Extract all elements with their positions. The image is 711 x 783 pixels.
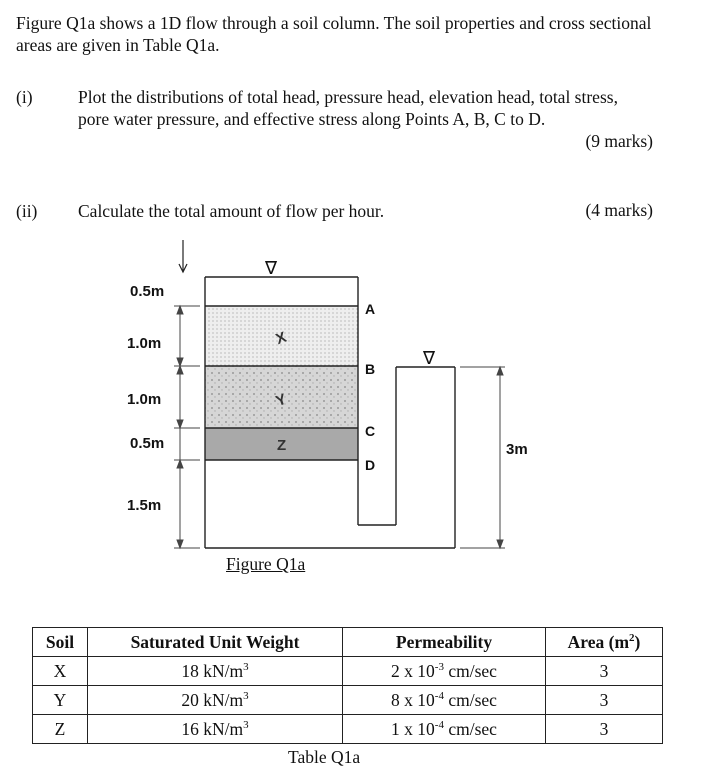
question-intro: Figure Q1a shows a 1D flow through a soil column. The soil properties and cross sectional areas are given in Table Q1a.	[16, 13, 652, 55]
cell-area: 3	[546, 657, 663, 686]
point-label-b: B	[365, 361, 376, 377]
dim-label-4: 1.5m	[127, 497, 162, 514]
right-dim-label: 3m	[506, 441, 528, 458]
dim-label-1: 1.0m	[127, 335, 162, 352]
cell-unit-weight: 16 $kN/m^3$	[88, 715, 343, 744]
cell-permeability: 8 x $10^{-4}$ cm/sec	[343, 686, 546, 715]
soil-properties-table	[32, 627, 663, 744]
cell-area: 3	[546, 686, 663, 715]
table-header-row	[33, 628, 663, 657]
cell-unit-weight: 20 $kN/m^3$	[88, 686, 343, 715]
point-label-c: C	[365, 423, 376, 439]
right-dimension-line	[460, 367, 505, 548]
cell-soil: Z	[33, 715, 88, 744]
header-soil: Soil	[33, 628, 88, 657]
figure-caption: Figure Q1a	[226, 554, 306, 574]
part-ii-text: Calculate the total amount of flow per hour.	[78, 201, 385, 221]
dim-label-3: 0.5m	[130, 435, 165, 452]
dim-label-0: 0.5m	[130, 283, 165, 300]
soil-label-x: X	[273, 328, 289, 349]
point-label-a: A	[365, 301, 376, 317]
cell-area: 3	[546, 715, 663, 744]
part-i-number: (i)	[16, 87, 33, 107]
table-row	[33, 715, 663, 744]
table-row	[33, 657, 663, 686]
cell-unit-weight: 18 $kN/m^3$	[88, 657, 343, 686]
header-permeability: Permeability	[343, 628, 546, 657]
point-label-d: D	[365, 457, 376, 473]
part-i-marks: (9 marks)	[585, 131, 653, 151]
table-row	[33, 686, 663, 715]
cell-permeability: 1 x $10^{-4}$ cm/sec	[343, 715, 546, 744]
water-level-icon-left: ∇	[265, 258, 278, 278]
table-caption: Table Q1a	[288, 747, 361, 767]
water-level-icon-right: ∇	[423, 348, 436, 368]
part-ii-marks: (4 marks)	[585, 200, 653, 220]
cell-permeability: 2 x $10^{-3}$ cm/sec	[343, 657, 546, 686]
header-area: Area $(m^2)$	[546, 628, 663, 657]
part-ii-number: (ii)	[16, 201, 38, 221]
header-unit-weight: Saturated Unit Weight	[88, 628, 343, 657]
inflow-arrow-icon	[179, 240, 187, 272]
soil-label-z: Z	[277, 437, 287, 454]
cell-soil: X	[33, 657, 88, 686]
dim-label-2: 1.0m	[127, 391, 162, 408]
left-dimension-line	[174, 306, 200, 548]
part-i-text: Plot the distributions of total head, pressure head, elevation head, total stress, pore water pressure, and effective stress along Points A, B, C to D.	[78, 87, 618, 129]
cell-soil: Y	[33, 686, 88, 715]
soil-label-y: Y	[273, 390, 289, 411]
